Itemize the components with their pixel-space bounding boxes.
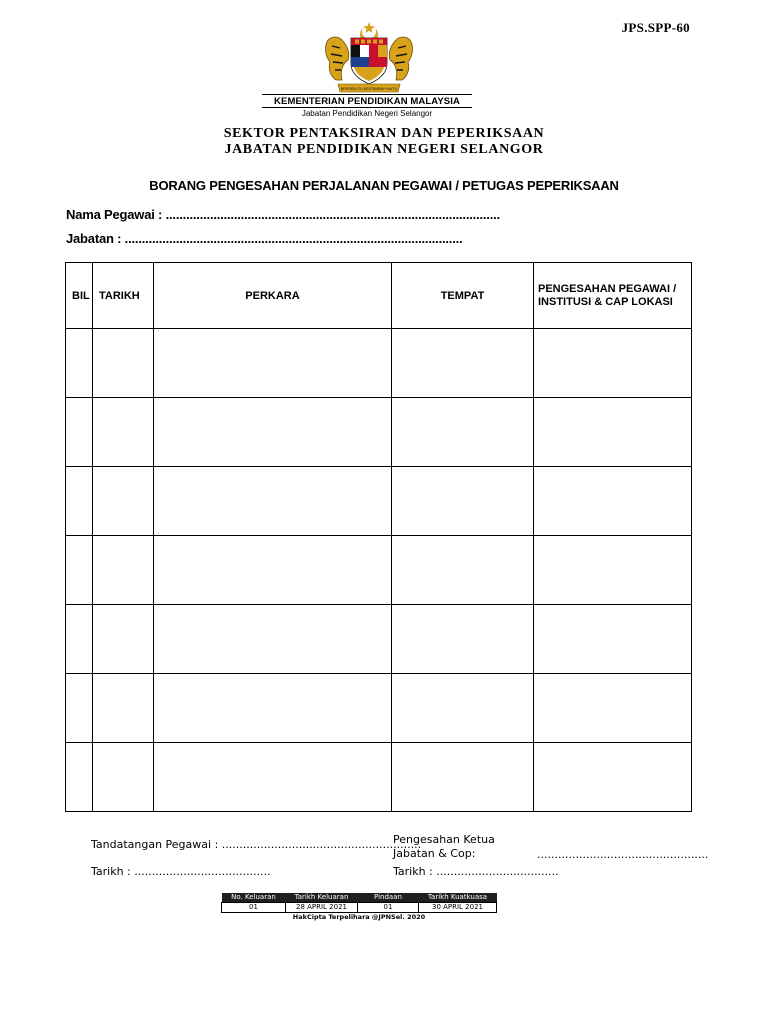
cell-tempat[interactable] bbox=[392, 398, 534, 467]
cell-pengesahan[interactable] bbox=[534, 467, 692, 536]
cell-pengesahan[interactable] bbox=[534, 398, 692, 467]
cell-bil[interactable] bbox=[66, 467, 93, 536]
revision-header-pindaan: Pindaan bbox=[358, 893, 419, 903]
cell-tempat[interactable] bbox=[392, 674, 534, 743]
cell-perkara[interactable] bbox=[154, 467, 392, 536]
column-header-tarikh: TARIKH bbox=[93, 263, 154, 329]
column-header-tempat: TEMPAT bbox=[392, 263, 534, 329]
left-tiger-icon bbox=[326, 37, 349, 80]
cell-tempat[interactable] bbox=[392, 743, 534, 812]
table-row bbox=[66, 674, 692, 743]
cell-tarikh[interactable] bbox=[93, 398, 154, 467]
cell-bil[interactable] bbox=[66, 605, 93, 674]
cell-perkara[interactable] bbox=[154, 329, 392, 398]
table-row bbox=[66, 398, 692, 467]
ministry-name: KEMENTERIAN PENDIDIKAN MALAYSIA bbox=[274, 96, 460, 107]
cell-tempat[interactable] bbox=[392, 329, 534, 398]
revision-header-tarikh-kuatkuasa: Tarikh Kuatkuasa bbox=[419, 893, 497, 903]
department-title: JABATAN PENDIDIKAN NEGERI SELANGOR bbox=[224, 142, 544, 157]
revision-header-no-keluaran: No. Keluaran bbox=[222, 893, 286, 903]
cell-bil[interactable] bbox=[66, 743, 93, 812]
coat-of-arms-logo bbox=[320, 22, 418, 94]
cell-bil[interactable] bbox=[66, 398, 93, 467]
table-row bbox=[66, 536, 692, 605]
revision-tarikh-keluaran: 28 APRIL 2021 bbox=[286, 903, 358, 913]
cell-tempat[interactable] bbox=[392, 605, 534, 674]
table-row bbox=[66, 743, 692, 812]
revision-values-row bbox=[222, 903, 497, 913]
cell-tarikh[interactable] bbox=[93, 329, 154, 398]
pengesahan-header-line2: INSTITUSI & CAP LOKASI bbox=[538, 295, 673, 308]
cell-tempat[interactable] bbox=[392, 467, 534, 536]
cell-bil[interactable] bbox=[66, 329, 93, 398]
revision-no-keluaran: 01 bbox=[222, 903, 286, 913]
cell-pengesahan[interactable] bbox=[534, 674, 692, 743]
table-header-row bbox=[66, 263, 692, 329]
cell-perkara[interactable] bbox=[154, 674, 392, 743]
table-row bbox=[66, 329, 692, 398]
ketua-label-line2: Jabatan & Cop: bbox=[393, 847, 476, 860]
cell-tarikh[interactable] bbox=[93, 467, 154, 536]
copyright-text: HakCipta Terpelihara @JPNSel. 2020 bbox=[292, 913, 426, 921]
column-header-perkara: PERKARA bbox=[154, 263, 392, 329]
form-title: BORANG PENGESAHAN PERJALANAN PEGAWAI / PETUGAS PEPERIKSAAN bbox=[149, 178, 619, 193]
cell-tarikh[interactable] bbox=[93, 605, 154, 674]
cell-tarikh[interactable] bbox=[93, 674, 154, 743]
ministry-sub: Jabatan Pendidikan Negeri Selangor bbox=[301, 109, 433, 118]
revision-header-tarikh-keluaran: Tarikh Keluaran bbox=[286, 893, 358, 903]
revision-pindaan: 01 bbox=[358, 903, 419, 913]
cell-perkara[interactable] bbox=[154, 536, 392, 605]
right-tiger-icon bbox=[389, 37, 412, 80]
cell-tarikh[interactable] bbox=[93, 536, 154, 605]
cell-bil[interactable] bbox=[66, 536, 93, 605]
column-header-pengesahan bbox=[534, 263, 692, 329]
cell-pengesahan[interactable] bbox=[534, 536, 692, 605]
revision-tarikh-kuatkuasa: 30 APRIL 2021 bbox=[419, 903, 497, 913]
table-row bbox=[66, 467, 692, 536]
nama-pegawai-field[interactable]: Nama Pegawai : .................................................................................................. bbox=[66, 207, 500, 222]
pengesahan-header-line1: PENGESAHAN PEGAWAI / bbox=[538, 282, 677, 295]
cell-perkara[interactable] bbox=[154, 398, 392, 467]
star-icon bbox=[363, 22, 375, 33]
cell-pengesahan[interactable] bbox=[534, 743, 692, 812]
travel-log-table bbox=[65, 262, 692, 812]
cell-pengesahan[interactable] bbox=[534, 605, 692, 674]
ministry-block bbox=[262, 94, 472, 118]
cell-tempat[interactable] bbox=[392, 536, 534, 605]
copyright-row bbox=[222, 913, 497, 923]
sector-title: SEKTOR PENTAKSIRAN DAN PEPERIKSAAN bbox=[223, 126, 545, 141]
tarikh-ketua-field[interactable]: Tarikh : ................................... bbox=[393, 865, 559, 878]
revision-header-row bbox=[222, 893, 497, 903]
column-header-bil: BIL bbox=[66, 263, 93, 329]
form-code: JPS.SPP-60 bbox=[621, 20, 690, 35]
ketua-signature-field[interactable]: ................................................. bbox=[537, 848, 709, 861]
crest-motto: BERSEKUTU BERTAMBAH MUTU bbox=[340, 87, 398, 91]
ketua-label-line1: Pengesahan Ketua bbox=[393, 833, 495, 846]
cell-bil[interactable] bbox=[66, 674, 93, 743]
cell-perkara[interactable] bbox=[154, 743, 392, 812]
cell-tarikh[interactable] bbox=[93, 743, 154, 812]
jabatan-field[interactable]: Jabatan : ................................................................................................... bbox=[66, 231, 463, 246]
table-row bbox=[66, 605, 692, 674]
tarikh-pegawai-field[interactable]: Tarikh : ....................................... bbox=[91, 865, 271, 878]
cell-perkara[interactable] bbox=[154, 605, 392, 674]
tandatangan-pegawai-field[interactable]: Tandatangan Pegawai : ......................................................... bbox=[91, 838, 422, 851]
revision-table bbox=[221, 893, 497, 922]
cell-pengesahan[interactable] bbox=[534, 329, 692, 398]
